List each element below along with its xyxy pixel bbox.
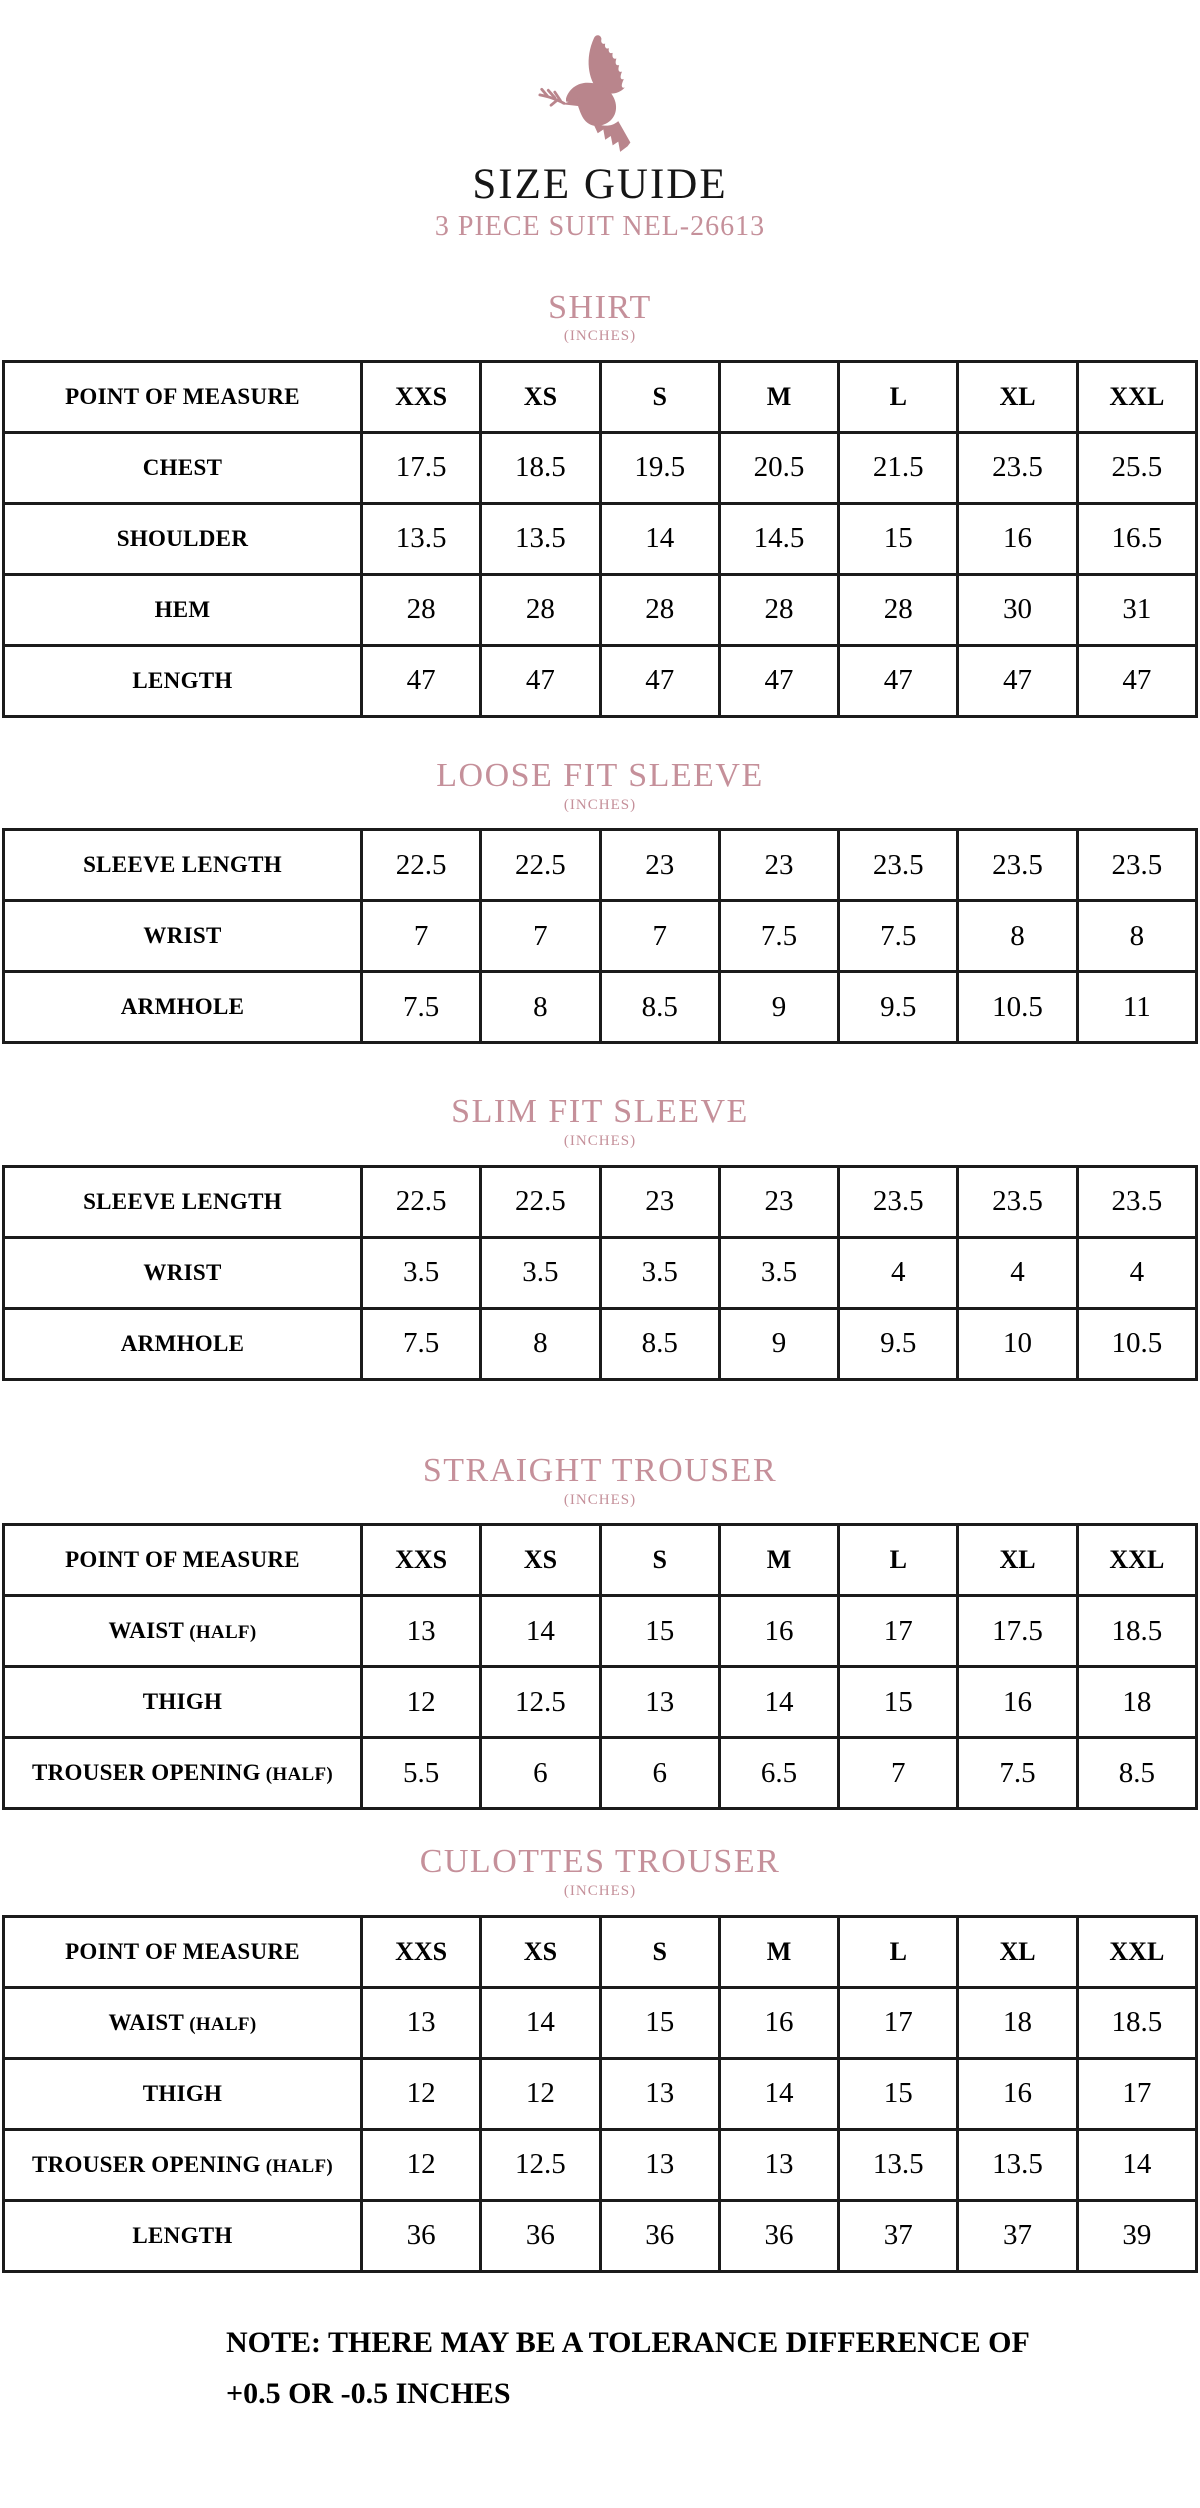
measurement-value: 7.5	[362, 972, 481, 1043]
measurement-value: 14	[481, 1987, 600, 2058]
size-header-xxs: XXS	[362, 361, 481, 432]
measurement-value: 17	[839, 1987, 958, 2058]
measurement-value: 13	[600, 2058, 719, 2129]
point-of-measure-header: POINT OF MEASURE	[4, 361, 362, 432]
measurement-value: 7.5	[958, 1738, 1077, 1809]
measurement-value: 4	[1077, 1237, 1196, 1308]
measure-row-label: SLEEVE LENGTH	[4, 1166, 362, 1237]
loose-fit-sleeve-table	[2, 828, 1198, 1044]
measurement-value: 18.5	[1077, 1987, 1196, 2058]
measurement-value: 37	[958, 2200, 1077, 2271]
measurement-value: 47	[958, 645, 1077, 716]
measurement-value: 18	[1077, 1667, 1196, 1738]
tolerance-note	[0, 2317, 1200, 2419]
section-unit-culottes-trouser: (INCHES)	[563, 1882, 637, 1899]
measure-row-label: LENGTH	[4, 2200, 362, 2271]
measurement-value: 6.5	[719, 1738, 838, 1809]
measurement-value: 15	[839, 503, 958, 574]
size-header-l: L	[839, 1525, 958, 1596]
measure-row-label: SLEEVE LENGTH	[4, 830, 362, 901]
measurement-value: 47	[839, 645, 958, 716]
section-title-shirt: SHIRT	[548, 288, 652, 326]
size-header-s: S	[600, 1916, 719, 1987]
section-title-straight-trouser: STRAIGHT TROUSER	[422, 1451, 778, 1489]
measurement-value: 37	[839, 2200, 958, 2271]
measurement-value: 3.5	[362, 1237, 481, 1308]
measurement-value: 19.5	[600, 432, 719, 503]
shirt-size-table	[2, 360, 1198, 718]
measurement-value: 13.5	[839, 2129, 958, 2200]
measurement-value: 8	[481, 1308, 600, 1379]
measurement-value: 36	[719, 2200, 838, 2271]
measurement-value: 23.5	[839, 830, 958, 901]
measurement-value: 12	[362, 2129, 481, 2200]
measure-row-label: ARMHOLE	[4, 972, 362, 1043]
size-header-xxs: XXS	[362, 1916, 481, 1987]
measurement-value: 23	[600, 830, 719, 901]
measurement-value: 14	[719, 2058, 838, 2129]
measurement-value: 23	[719, 1166, 838, 1237]
section-title-loose-fit-sleeve: LOOSE FIT SLEEVE	[436, 756, 764, 794]
measurement-value: 18.5	[1077, 1596, 1196, 1667]
size-header-m: M	[719, 1525, 838, 1596]
measurement-value: 7	[481, 901, 600, 972]
measurement-value: 22.5	[362, 830, 481, 901]
measurement-value: 22.5	[481, 830, 600, 901]
measurement-value: 23.5	[839, 1166, 958, 1237]
measurement-value: 14	[1077, 2129, 1196, 2200]
measurement-value: 14	[481, 1596, 600, 1667]
measure-row-label: ARMHOLE	[4, 1308, 362, 1379]
size-header-xl: XL	[958, 1525, 1077, 1596]
measurement-value: 17	[839, 1596, 958, 1667]
measurement-value: 36	[600, 2200, 719, 2271]
measurement-value: 23	[600, 1166, 719, 1237]
measure-row-label: WRIST	[4, 1237, 362, 1308]
measurement-value: 3.5	[481, 1237, 600, 1308]
measurement-value: 12	[362, 2058, 481, 2129]
measurement-value: 13	[600, 1667, 719, 1738]
measurement-value: 7	[600, 901, 719, 972]
page-title: SIZE GUIDE	[472, 161, 728, 208]
measurement-value: 36	[481, 2200, 600, 2271]
measurement-value: 10	[958, 1308, 1077, 1379]
measurement-value: 9.5	[839, 972, 958, 1043]
measurement-value: 47	[362, 645, 481, 716]
size-header-s: S	[600, 361, 719, 432]
measurement-value: 39	[1077, 2200, 1196, 2271]
measurement-value: 13	[362, 1596, 481, 1667]
dove-logo	[538, 30, 650, 158]
straight-trouser-table	[2, 1523, 1198, 1810]
measurement-value: 7.5	[839, 901, 958, 972]
slim-fit-sleeve-table	[2, 1165, 1198, 1381]
size-header-xxl: XXL	[1077, 361, 1196, 432]
section-shirt	[0, 290, 1200, 718]
measurement-value: 30	[958, 574, 1077, 645]
size-header-xl: XL	[958, 361, 1077, 432]
section-unit-loose-fit-sleeve: (INCHES)	[563, 796, 637, 813]
measurement-value: 15	[600, 1987, 719, 2058]
section-slim-fit-sleeve	[0, 1094, 1200, 1380]
measurement-value: 7	[362, 901, 481, 972]
measure-row-label: THIGH	[4, 1667, 362, 1738]
measurement-value: 31	[1077, 574, 1196, 645]
tolerance-note-line1: NOTE: THERE MAY BE A TOLERANCE DIFFERENCE OF	[226, 2325, 1030, 2359]
page-subtitle: 3 PIECE SUIT NEL-26613	[434, 211, 766, 243]
header	[0, 0, 1200, 242]
measurement-value: 3.5	[600, 1237, 719, 1308]
measurement-value: 3.5	[719, 1237, 838, 1308]
measure-row-label: CHEST	[4, 432, 362, 503]
section-straight-trouser	[0, 1453, 1200, 1810]
measurement-value: 22.5	[362, 1166, 481, 1237]
measure-row-label: WAIST (HALF)	[4, 1987, 362, 2058]
measurement-value: 13.5	[481, 503, 600, 574]
measure-row-label: SHOULDER	[4, 503, 362, 574]
measurement-value: 28	[839, 574, 958, 645]
size-header-xxl: XXL	[1077, 1525, 1196, 1596]
measurement-value: 14	[719, 1667, 838, 1738]
measure-row-label: WRIST	[4, 901, 362, 972]
section-loose-fit-sleeve	[0, 758, 1200, 1044]
size-header-l: L	[839, 361, 958, 432]
measurement-value: 7.5	[362, 1308, 481, 1379]
measurement-value: 7	[839, 1738, 958, 1809]
measurement-value: 9	[719, 972, 838, 1043]
measurement-value: 8.5	[600, 1308, 719, 1379]
measurement-value: 16	[958, 1667, 1077, 1738]
size-header-l: L	[839, 1916, 958, 1987]
size-header-xs: XS	[481, 1916, 600, 1987]
measurement-value: 36	[362, 2200, 481, 2271]
measurement-value: 15	[600, 1596, 719, 1667]
measurement-value: 28	[600, 574, 719, 645]
section-unit-slim-fit-sleeve: (INCHES)	[563, 1133, 637, 1150]
measurement-value: 23.5	[958, 1166, 1077, 1237]
measurement-value: 8.5	[1077, 1738, 1196, 1809]
measurement-value: 6	[600, 1738, 719, 1809]
measurement-value: 20.5	[719, 432, 838, 503]
measurement-value: 17.5	[958, 1596, 1077, 1667]
measurement-value: 13.5	[958, 2129, 1077, 2200]
measure-row-label: TROUSER OPENING (HALF)	[4, 2129, 362, 2200]
measurement-value: 4	[839, 1237, 958, 1308]
measure-row-label: HEM	[4, 574, 362, 645]
measurement-value: 17.5	[362, 432, 481, 503]
measurement-value: 7.5	[719, 901, 838, 972]
size-header-xs: XS	[481, 361, 600, 432]
measurement-value: 14	[600, 503, 719, 574]
measure-row-label: WAIST (HALF)	[4, 1596, 362, 1667]
measurement-value: 8	[1077, 901, 1196, 972]
tolerance-note-line2: +0.5 OR -0.5 INCHES	[226, 2376, 511, 2410]
measurement-value: 22.5	[481, 1166, 600, 1237]
size-header-xs: XS	[481, 1525, 600, 1596]
measurement-value: 13	[719, 2129, 838, 2200]
measurement-value: 47	[719, 645, 838, 716]
measurement-value: 23	[719, 830, 838, 901]
measurement-value: 21.5	[839, 432, 958, 503]
section-title-culottes-trouser: CULOTTES TROUSER	[419, 1843, 781, 1881]
measurement-value: 10.5	[1077, 1308, 1196, 1379]
measurement-value: 23.5	[958, 830, 1077, 901]
measurement-value: 10.5	[958, 972, 1077, 1043]
measurement-value: 18.5	[481, 432, 600, 503]
measurement-value: 8	[958, 901, 1077, 972]
measurement-value: 13	[600, 2129, 719, 2200]
measurement-value: 6	[481, 1738, 600, 1809]
section-title-slim-fit-sleeve: SLIM FIT SLEEVE	[451, 1093, 749, 1131]
measurement-value: 47	[481, 645, 600, 716]
measurement-value: 12.5	[481, 1667, 600, 1738]
measure-row-label: TROUSER OPENING (HALF)	[4, 1738, 362, 1809]
measurement-value: 23.5	[1077, 1166, 1196, 1237]
measurement-value: 15	[839, 1667, 958, 1738]
size-header-m: M	[719, 361, 838, 432]
size-header-s: S	[600, 1525, 719, 1596]
measurement-value: 14.5	[719, 503, 838, 574]
measurement-value: 11	[1077, 972, 1196, 1043]
measure-row-label: THIGH	[4, 2058, 362, 2129]
size-header-xxs: XXS	[362, 1525, 481, 1596]
measurement-value: 17	[1077, 2058, 1196, 2129]
measurement-value: 4	[958, 1237, 1077, 1308]
measurement-value: 25.5	[1077, 432, 1196, 503]
measurement-value: 12.5	[481, 2129, 600, 2200]
measurement-value: 9	[719, 1308, 838, 1379]
measurement-value: 8.5	[600, 972, 719, 1043]
measurement-value: 47	[1077, 645, 1196, 716]
section-culottes-trouser	[0, 1844, 1200, 2272]
point-of-measure-header: POINT OF MEASURE	[4, 1916, 362, 1987]
measurement-value: 23.5	[1077, 830, 1196, 901]
measurement-value: 16.5	[1077, 503, 1196, 574]
measurement-value: 13.5	[362, 503, 481, 574]
measurement-value: 12	[481, 2058, 600, 2129]
measurement-value: 16	[719, 1596, 838, 1667]
measurement-value: 16	[958, 503, 1077, 574]
measure-row-label: LENGTH	[4, 645, 362, 716]
measurement-value: 23.5	[958, 432, 1077, 503]
measurement-value: 8	[481, 972, 600, 1043]
section-unit-straight-trouser: (INCHES)	[563, 1491, 637, 1508]
section-unit-shirt: (INCHES)	[563, 328, 637, 345]
size-header-xl: XL	[958, 1916, 1077, 1987]
measurement-value: 16	[958, 2058, 1077, 2129]
measurement-value: 9.5	[839, 1308, 958, 1379]
measurement-value: 47	[600, 645, 719, 716]
culottes-trouser-table	[2, 1915, 1198, 2273]
size-header-xxl: XXL	[1077, 1916, 1196, 1987]
measurement-value: 13	[362, 1987, 481, 2058]
measurement-value: 12	[362, 1667, 481, 1738]
measurement-value: 28	[719, 574, 838, 645]
measurement-value: 16	[719, 1987, 838, 2058]
measurement-value: 28	[362, 574, 481, 645]
point-of-measure-header: POINT OF MEASURE	[4, 1525, 362, 1596]
measurement-value: 28	[481, 574, 600, 645]
measurement-value: 18	[958, 1987, 1077, 2058]
size-header-m: M	[719, 1916, 838, 1987]
measurement-value: 15	[839, 2058, 958, 2129]
measurement-value: 5.5	[362, 1738, 481, 1809]
